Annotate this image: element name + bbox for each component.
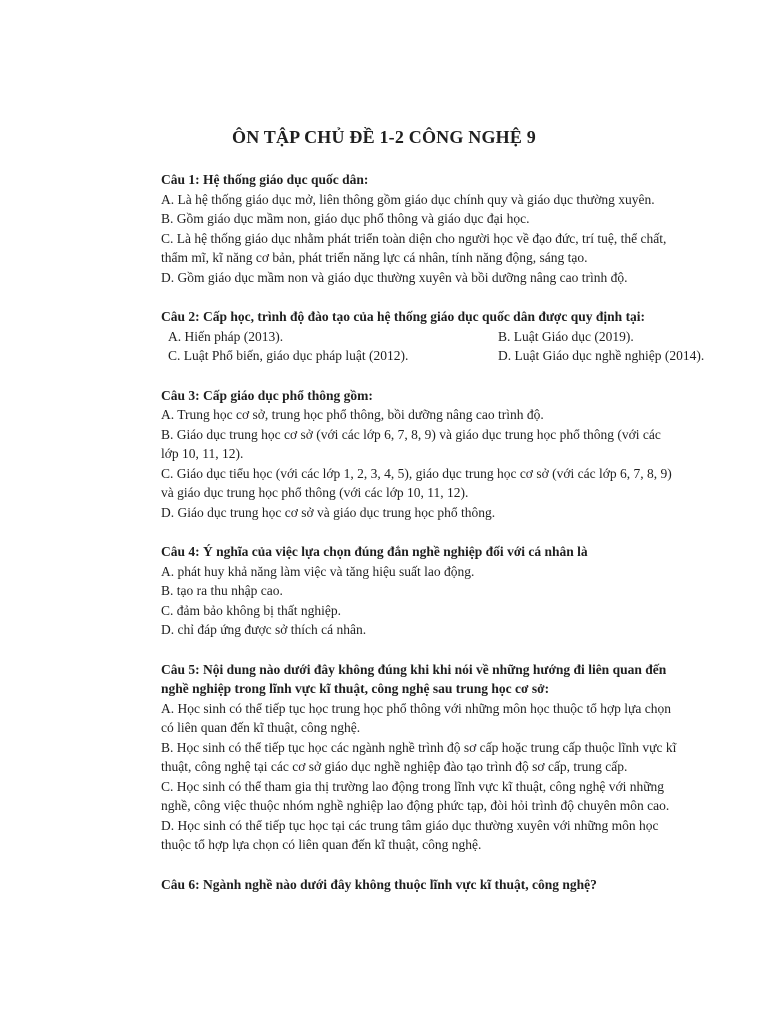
answer-d: D. Học sinh có thể tiếp tục học tại các trung tâm giáo dục thường xuyên với những môn học thuộc tổ hợp lựa chọn có liên quan đến kĩ thuật, công nghệ.	[161, 817, 659, 852]
answer-b: B. Gồm giáo dục mầm non, giáo dục phổ thông và giáo dục đại học.	[161, 211, 530, 226]
answer-a: A. Là hệ thống giáo dục mở, liên thông gồm giáo dục chính quy và giáo dục thường xuyên.	[161, 191, 655, 207]
answer-d: D. Gồm giáo dục mầm non và giáo dục thường xuyên và bồi dưỡng nâng cao trình độ.	[161, 269, 628, 285]
answer-b: B. Học sinh có thể tiếp tục học các ngành nghề trình độ sơ cấp hoặc trung cấp thuộc lĩnh vực kĩ thuật, công nghệ tại các cơ sở giáo dục nghề nghiệp đào tạo trình độ sơ cấp, trung cấp.	[161, 739, 677, 774]
answer-b: B. Giáo dục trung học cơ sở (với các lớp 6, 7, 8, 9) và giáo dục trung học phổ thông (với các lớp 10, 11, 12).	[161, 426, 661, 461]
question-label: Câu 5: Nội dung nào dưới đây không đúng khi khi nói về những hướng đi liên quan đến nghề nghiệp trong lĩnh vực kĩ thuật, công nghệ sau trung học cơ sở:	[161, 661, 667, 696]
question-4	[161, 542, 681, 640]
answer-c: C. Luật Phổ biến, giáo dục pháp luật (2012).	[168, 348, 409, 363]
question-1	[161, 170, 681, 287]
answer-a: A. Trung học cơ sở, trung học phổ thông, bồi dưỡng nâng cao trình độ.	[161, 407, 544, 422]
answer-d: D. Luật Giáo dục nghề nghiệp (2014).	[498, 348, 705, 363]
answer-c: C. Là hệ thống giáo dục nhằm phát triển toàn diện cho người học về đạo đức, trí tuệ, thể chất, thẩm mĩ, kĩ năng cơ bản, phát triển năng lực cá nhân, tính năng động, sáng tạo.	[161, 230, 667, 265]
document-title: ÔN TẬP CHỦ ĐỀ 1-2 CÔNG NGHỆ 9	[232, 127, 536, 147]
answer-c: C. đảm bảo không bị thất nghiệp.	[161, 602, 341, 618]
document-body	[161, 170, 705, 932]
answer-d: D. Giáo dục trung học cơ sở và giáo dục trung học phổ thông.	[161, 504, 496, 520]
answer-b: B. tạo ra thu nhập cao.	[161, 583, 283, 598]
question-label: Câu 3: Cấp giáo dục phổ thông gồm:	[161, 387, 373, 403]
answer-c: C. Học sinh có thể tham gia thị trường lao động trong lĩnh vực kĩ thuật, công nghệ với những nghề, công việc thuộc nhóm nghề nghiệp lao động phức tạp, đòi hỏi trình độ chuyên môn cao.	[161, 778, 670, 813]
question-2	[161, 307, 705, 366]
question-label: Câu 1: Hệ thống giáo dục quốc dân:	[161, 172, 369, 187]
question-6	[161, 875, 681, 895]
answer-a: A. Học sinh có thể tiếp tục học trung học phổ thông với những môn học thuộc tổ hợp lựa chọn có liên quan đến kĩ thuật, công nghệ.	[161, 700, 671, 735]
answer-grid	[161, 327, 705, 366]
answer-a: A. Hiến pháp (2013).	[168, 328, 284, 344]
question-5	[161, 660, 681, 855]
answer-c: C. Giáo dục tiểu học (với các lớp 1, 2, 3, 4, 5), giáo dục trung học cơ sở (với các lớp 6, 7, 8, 9) và giáo dục trung học phổ thông (với các lớp 10, 11, 12).	[161, 465, 672, 500]
question-label: Câu 2: Cấp học, trình độ đào tạo của hệ thống giáo dục quốc dân được quy định tại:	[161, 309, 646, 324]
question-3	[161, 386, 681, 523]
answer-d: D. chỉ đáp ứng được sở thích cá nhân.	[161, 622, 367, 637]
answer-a: A. phát huy khả năng làm việc và tăng hiệu suất lao động.	[161, 563, 475, 579]
question-label: Câu 4: Ý nghĩa của việc lựa chọn đúng đắn nghề nghiệp đối với cá nhân là	[161, 544, 588, 559]
answer-b: B. Luật Giáo dục (2019).	[498, 328, 634, 344]
question-label: Câu 6: Ngành nghề nào dưới đây không thuộc lĩnh vực kĩ thuật, công nghệ?	[161, 876, 597, 892]
